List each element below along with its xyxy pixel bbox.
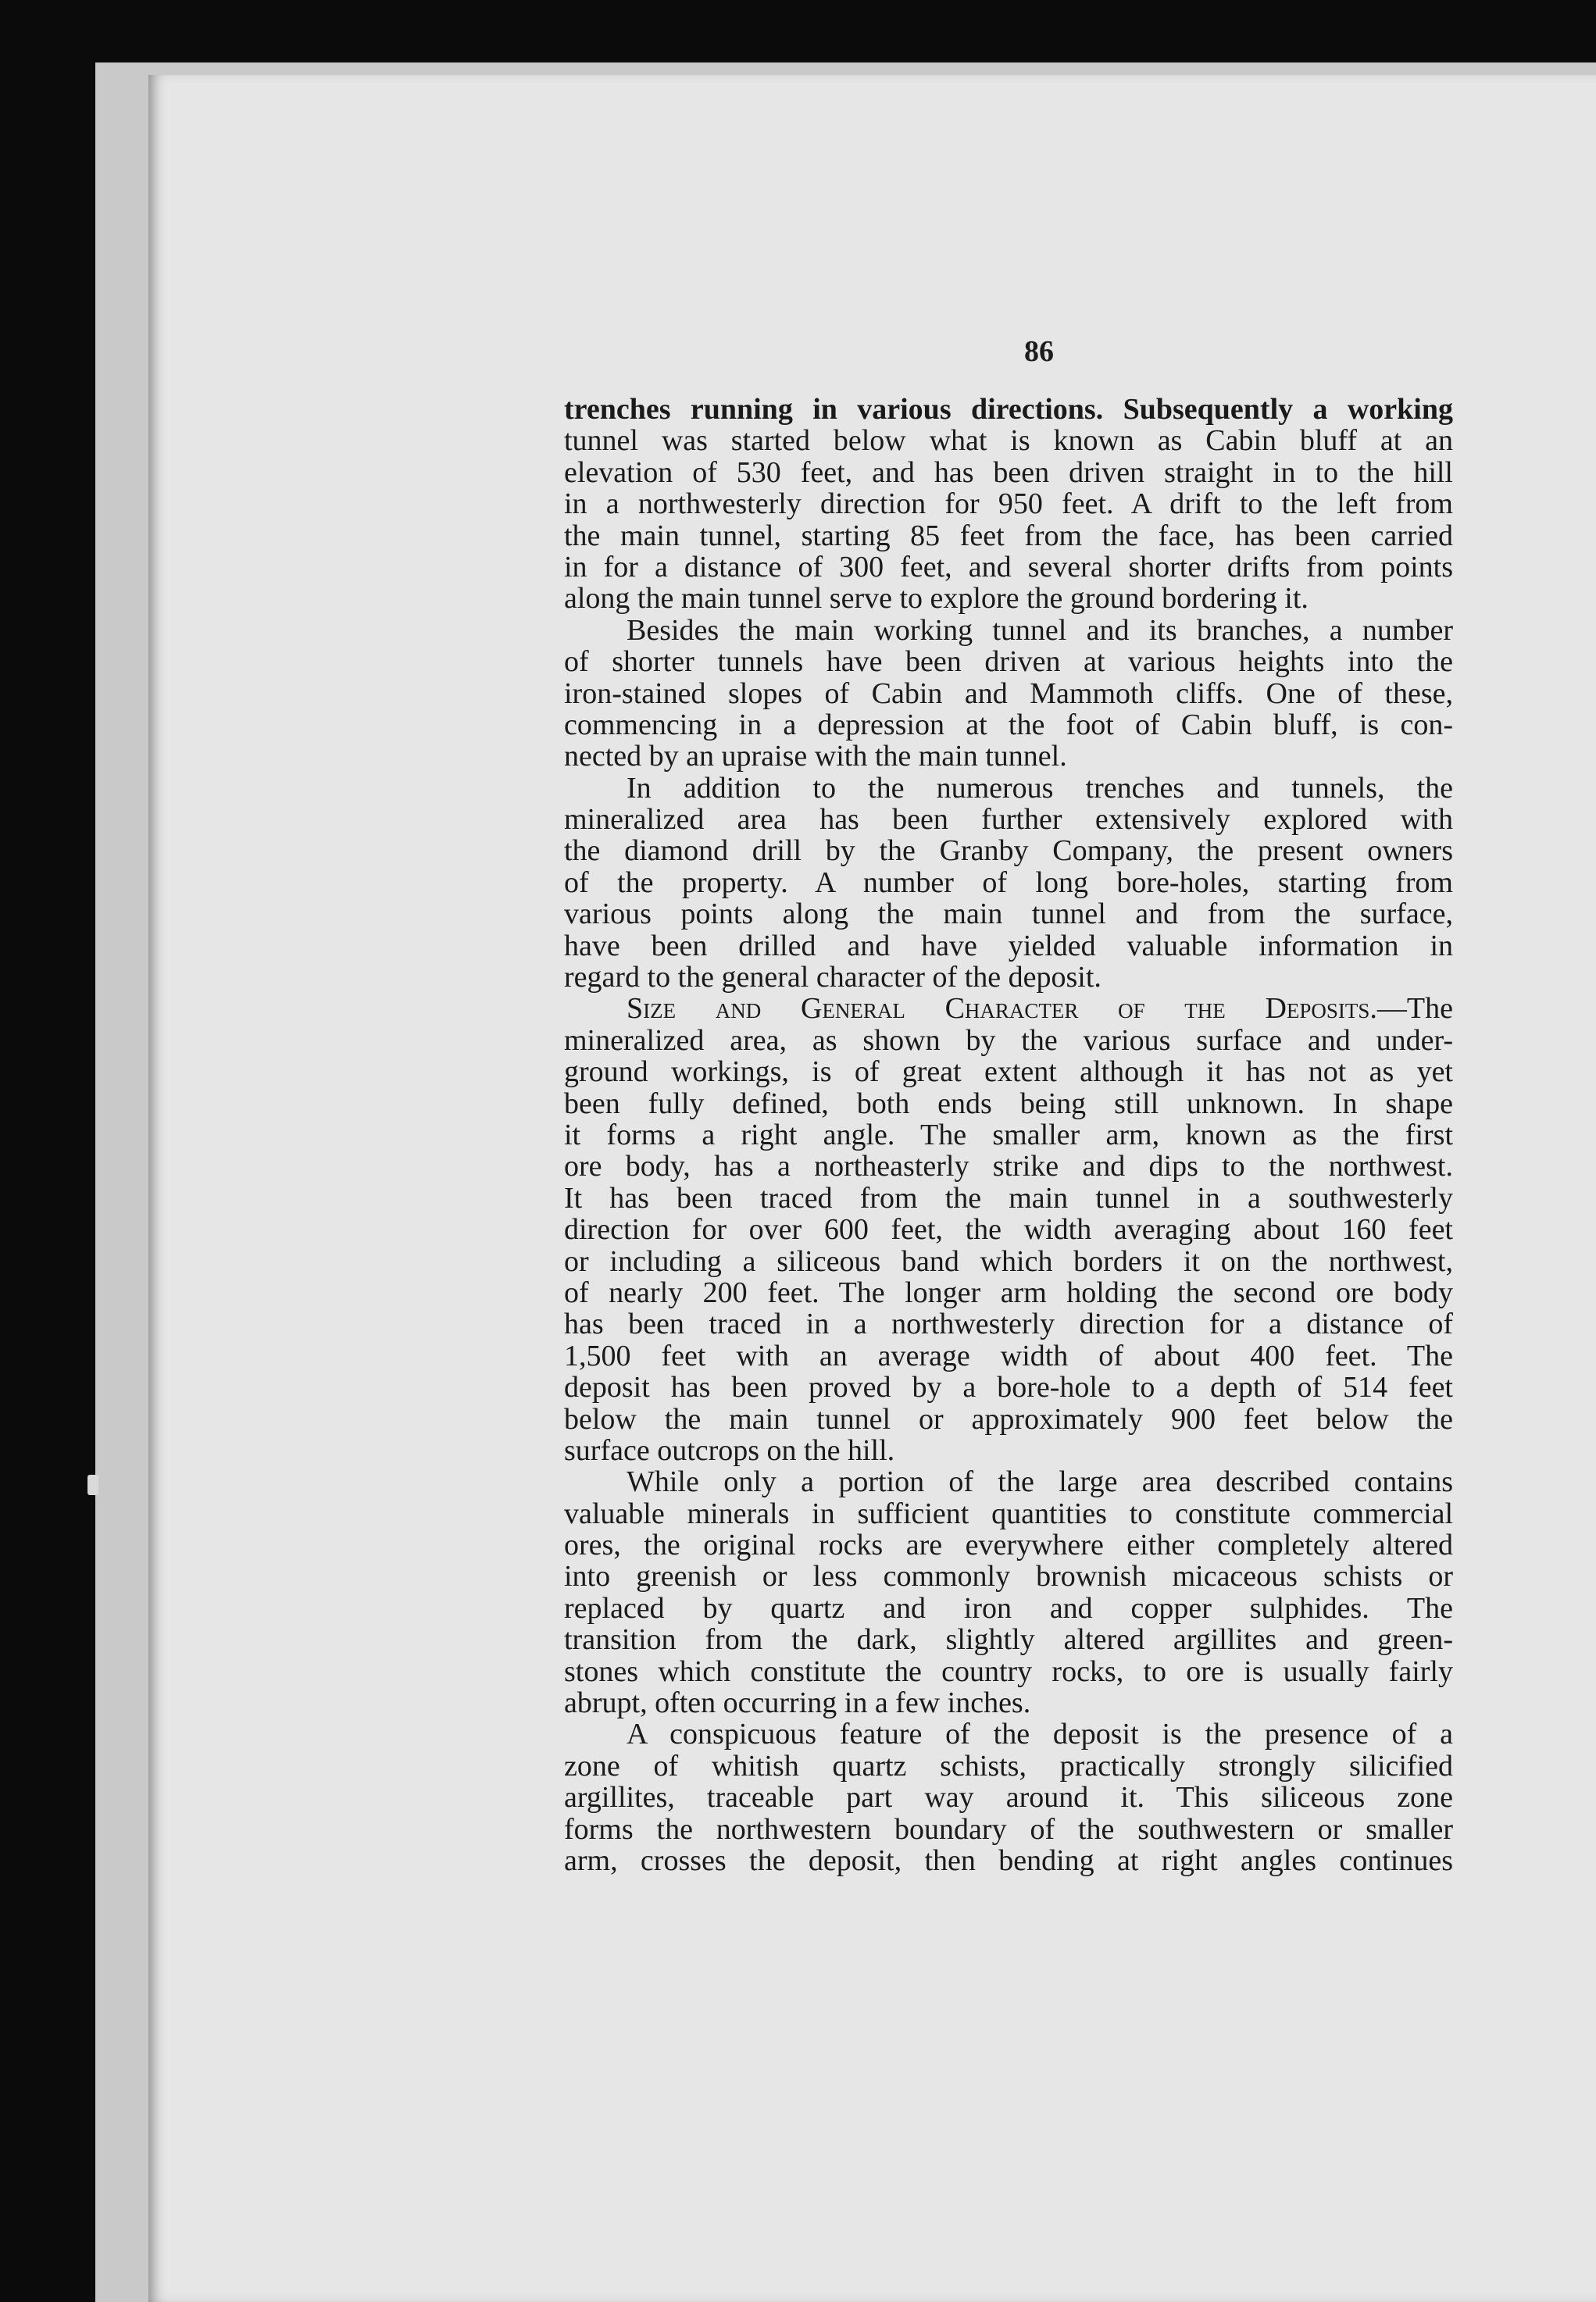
text-line: have been drilled and have yielded valuable information in xyxy=(564,930,1453,962)
section-heading-line xyxy=(564,993,1453,1024)
text-line: In addition to the numerous trenches and tunnels, the xyxy=(627,772,1453,805)
text-line: elevation of 530 feet, and has been driven straight in to the hill xyxy=(564,456,1453,489)
text-line: regard to the general character of the deposit. xyxy=(564,962,1101,994)
text-line: replaced by quartz and iron and copper sulphides. The xyxy=(564,1592,1453,1625)
section-heading: Size and General Character of the Deposits. xyxy=(627,993,1377,1025)
heading-continuation: —The xyxy=(1376,993,1453,1025)
text-line: deposit has been proved by a bore-hole to a depth of 514 feet xyxy=(564,1372,1453,1404)
binding-mark xyxy=(87,1475,98,1495)
text-line: ores, the original rocks are everywhere either completely altered xyxy=(564,1529,1453,1561)
body-text xyxy=(564,394,1453,1876)
text-line: It has been traced from the main tunnel in a southwesterly xyxy=(564,1182,1453,1215)
page-number: 86 xyxy=(1024,335,1054,368)
text-line: the diamond drill by the Granby Company, the present owners xyxy=(564,835,1453,867)
text-line: transition from the dark, slightly altered argillites and green- xyxy=(564,1624,1453,1656)
text-line: various points along the main tunnel and from the surface, xyxy=(564,898,1453,930)
text-line: nected by an upraise with the main tunnel. xyxy=(564,741,1067,773)
text-line: in a northwesterly direction for 950 feet. A drift to the left from xyxy=(564,488,1453,520)
text-line: below the main tunnel or approximately 900 feet below the xyxy=(564,1403,1453,1435)
text-line: arm, crosses the deposit, then bending at right angles continues xyxy=(564,1844,1453,1877)
text-line: ground workings, is of great extent although it has not as yet xyxy=(564,1056,1453,1088)
text-line: A conspicuous feature of the deposit is the presence of a xyxy=(627,1718,1453,1751)
text-line: stones which constitute the country rocks, to ore is usually fairly xyxy=(564,1655,1453,1688)
text-line: direction for over 600 feet, the width averaging about 160 feet xyxy=(564,1214,1453,1246)
text-line: been fully defined, both ends being still unknown. In shape xyxy=(564,1087,1453,1119)
text-line: trenches running in various directions. Subsequently a working xyxy=(564,394,1453,426)
text-line: While only a portion of the large area described contains xyxy=(627,1466,1453,1498)
text-line: of shorter tunnels have been driven at various heights into the xyxy=(564,646,1453,678)
text-line: the main tunnel, starting 85 feet from the face, has been carried xyxy=(564,519,1453,551)
text-line: Besides the main working tunnel and its branches, a number xyxy=(627,614,1453,647)
text-line: iron-stained slopes of Cabin and Mammoth cliffs. One of these, xyxy=(564,677,1453,709)
text-line: commencing in a depression at the foot of Cabin bluff, is con- xyxy=(564,708,1453,741)
text-line: of nearly 200 feet. The longer arm holding the second ore body xyxy=(564,1276,1453,1309)
text-line: abrupt, often occurring in a few inches. xyxy=(564,1687,1031,1719)
text-line: ore body, has a northeasterly strike and dips to the northwest. xyxy=(564,1151,1453,1183)
text-line: mineralized area has been further extensively explored with xyxy=(564,804,1453,836)
text-line: valuable minerals in sufficient quantities to constitute commercial xyxy=(564,1497,1453,1530)
text-line: tunnel was started below what is known as Cabin bluff at an xyxy=(564,425,1453,457)
text-line: or including a siliceous band which borders it on the northwest, xyxy=(564,1245,1453,1277)
text-line: along the main tunnel serve to explore the ground bordering it. xyxy=(564,583,1309,615)
text-line: of the property. A number of long bore-holes, starting from xyxy=(564,866,1453,899)
text-line: it forms a right angle. The smaller arm, known as the first xyxy=(564,1119,1453,1151)
text-line: argillites, traceable part way around it. This siliceous zone xyxy=(564,1782,1453,1814)
text-line: zone of whitish quartz schists, practically strongly silicified xyxy=(564,1750,1453,1783)
text-line: 1,500 feet with an average width of about 400 feet. The xyxy=(564,1340,1453,1372)
text-line: surface outcrops on the hill. xyxy=(564,1434,895,1467)
text-line: has been traced in a northwesterly direction for a distance of xyxy=(564,1308,1453,1340)
text-line: in for a distance of 300 feet, and several shorter drifts from points xyxy=(564,551,1453,584)
text-line: mineralized area, as shown by the various surface and under- xyxy=(564,1024,1453,1057)
text-line: forms the northwestern boundary of the southwestern or smaller xyxy=(564,1813,1453,1845)
text-line: into greenish or less commonly brownish micaceous schists or xyxy=(564,1561,1453,1593)
